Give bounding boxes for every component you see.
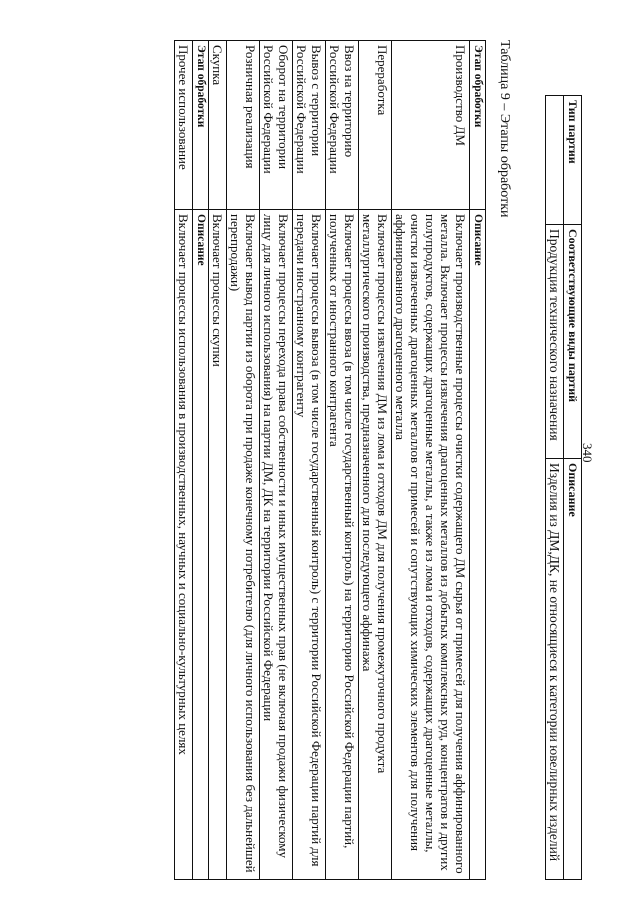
stage-name: Вывоз с территории Российской Федерации [293, 41, 326, 210]
stage-name: Ввоз на территорию Российской Федерации [326, 41, 359, 210]
processing-stages-table [174, 40, 486, 880]
stage-description: Включает процессы извлечения ДМ из лома и отходов ДМ для получения промежуточного продукта металлургического производства, предназначенного для последующего аффинажа [359, 210, 392, 880]
party-cell-type [546, 96, 564, 225]
stage-name: Розничная реализация [227, 41, 260, 210]
stage-description: Включает процессы использования в производственных, научных и социально-культурных целях [175, 210, 193, 880]
table-row [260, 41, 293, 880]
table-row [175, 41, 193, 880]
party-cell-description: Изделия из ДМ,ДК, не относящиеся к категории ювелирных изделий [546, 459, 564, 880]
table-caption: Таблица 9 – Этапы обработки [497, 40, 512, 218]
stage-description: Включает процессы скупки [209, 210, 227, 880]
stage-name: Скупка [209, 41, 227, 210]
party-header-description: Описание [564, 459, 582, 880]
stages-subheader-description: Описание [193, 210, 209, 880]
table-row [392, 41, 470, 880]
stage-description: Включает процессы перехода права собственности и иных имущественных прав (не включая продажи физическому лицу для личного использования) на партии ДМ, ДК на территории Российской Федерации [260, 210, 293, 880]
stage-name: Производство ДМ [392, 41, 470, 210]
party-type-table [545, 95, 582, 880]
stage-description: Включает вывод партии из оборота при продаже конечному потребителю (для личного использования без дальнейшей перепродажи) [227, 210, 260, 880]
table-row [293, 41, 326, 880]
stage-description: Включает производственные процессы очистки содержащего ДМ сырья от примесей для получения аффинированного металла. Включает процессы извлечения драгоценных металлов из добытых комплексных руд, концентратов и других полупродуктов, содержащих драгоценные металлы, а также из лома и отходов, содержащих драгоценные металлы, очистки извлеченных драгоценных металлов от примесей и сопутствующих химических элементов для получения аффинированного драгоценного металла [392, 210, 470, 880]
stages-header-description: Описание [470, 210, 486, 880]
table-row [546, 96, 564, 880]
stage-name: Прочее использование [175, 41, 193, 210]
page-number: 340 [580, 443, 595, 463]
stage-description: Включает процессы ввоза (в том числе государственный контроль) на территорию Российской Федерации партий, полученных от иностранного контрагента [326, 210, 359, 880]
stages-subheader-stage: Этап обработки [193, 41, 209, 210]
table-row [227, 41, 260, 880]
table-row [326, 41, 359, 880]
party-cell-kinds: Продукция технического назначения [546, 225, 564, 459]
party-header-type: Тип партии [564, 96, 582, 225]
stages-repeated-header-row [193, 41, 209, 880]
stages-header-row [470, 41, 486, 880]
table-row [209, 41, 227, 880]
stage-name: Переработка [359, 41, 392, 210]
stage-name: Оборот на территории Российской Федерации [260, 41, 293, 210]
table-row [359, 41, 392, 880]
party-header-kinds: Соответствующие виды партий [564, 225, 582, 459]
stage-description: Включает процессы вывоза (в том числе государственный контроль) с территории Российской Федерации партий для передачи иностранному контрагенту [293, 210, 326, 880]
party-table-header-row [564, 96, 582, 880]
stages-header-stage: Этап обработки [470, 41, 486, 210]
